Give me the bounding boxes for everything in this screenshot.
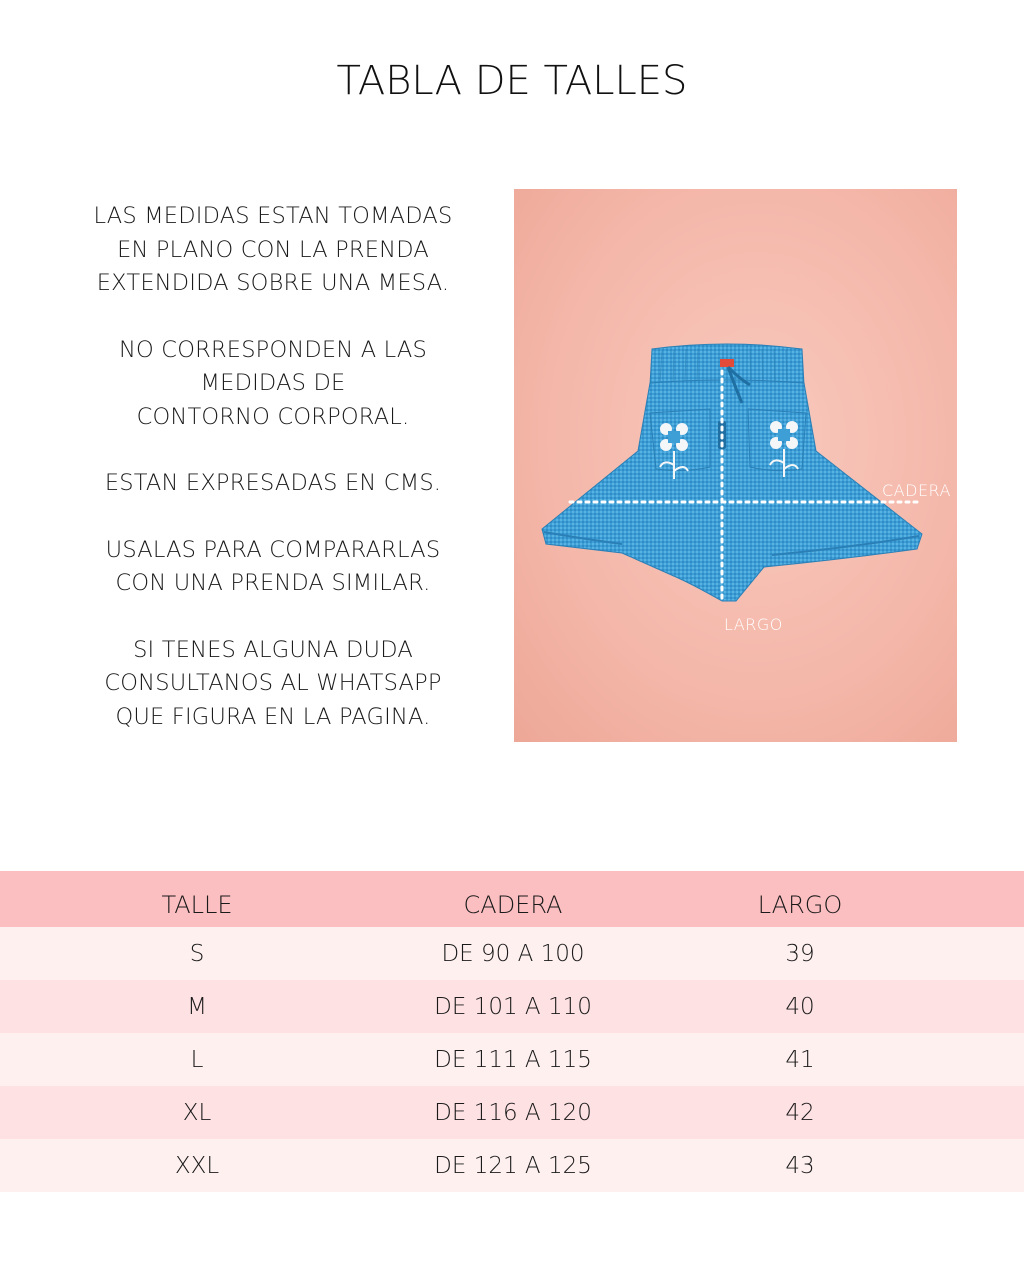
hip-label: CADERA <box>882 481 951 500</box>
header-length: LARGO <box>757 891 843 919</box>
note-line: USALAS PARA COMPARARLAS <box>105 536 441 563</box>
table-row <box>0 1086 1024 1139</box>
length-cell: 43 <box>785 1152 815 1179</box>
note-paragraph <box>78 334 468 435</box>
note-paragraph <box>78 534 468 601</box>
size-cell: S <box>189 940 205 967</box>
length-label: LARGO <box>724 615 783 634</box>
note-line: EXTENDIDA SOBRE UNA MESA. <box>96 270 450 296</box>
size-cell: L <box>190 1046 204 1073</box>
hip-cell: DE 90 A 100 <box>441 940 585 967</box>
length-cell: 40 <box>785 993 815 1020</box>
hip-cell: DE 101 A 110 <box>434 993 592 1020</box>
length-cell: 42 <box>785 1099 815 1126</box>
size-cell: XXL <box>174 1152 220 1179</box>
size-cell: M <box>187 993 207 1020</box>
note-paragraph <box>78 634 468 735</box>
header-hip: CADERA <box>463 891 563 919</box>
table-row <box>0 927 1024 980</box>
note-line: ESTAN EXPRESADAS EN CMS. <box>104 470 442 496</box>
note-line: NO CORRESPONDEN A LAS <box>119 336 427 363</box>
hip-cell: DE 116 A 120 <box>434 1099 592 1126</box>
measurement-notes <box>78 200 468 767</box>
page-title: TABLA DE TALLES <box>336 58 688 104</box>
shorts-illustration <box>514 189 957 742</box>
note-paragraph <box>78 200 468 301</box>
hip-cell: DE 111 A 115 <box>434 1046 592 1073</box>
table-header-row <box>0 871 1024 927</box>
note-line: SI TENES ALGUNA DUDA <box>133 636 413 663</box>
note-line: EN PLANO CON LA PRENDA <box>117 236 429 263</box>
note-line: CONTORNO CORPORAL. <box>136 403 410 430</box>
table-row <box>0 1033 1024 1086</box>
note-line: LAS MEDIDAS ESTAN TOMADAS <box>93 203 453 229</box>
table-row <box>0 1139 1024 1192</box>
note-paragraph <box>78 467 468 501</box>
length-cell: 39 <box>785 940 815 967</box>
note-line: CONSULTANOS AL WHATSAPP <box>104 670 442 696</box>
size-table <box>0 871 1024 1192</box>
size-cell: XL <box>182 1099 212 1126</box>
hip-cell: DE 121 A 125 <box>434 1152 592 1179</box>
note-line: MEDIDAS DE <box>200 370 346 396</box>
header-size: TALLE <box>161 891 233 919</box>
length-cell: 41 <box>785 1046 815 1073</box>
shorts-photo <box>514 189 957 742</box>
note-line: QUE FIGURA EN LA PAGINA. <box>115 703 431 730</box>
note-line: CON UNA PRENDA SIMILAR. <box>115 570 431 596</box>
table-row <box>0 980 1024 1033</box>
